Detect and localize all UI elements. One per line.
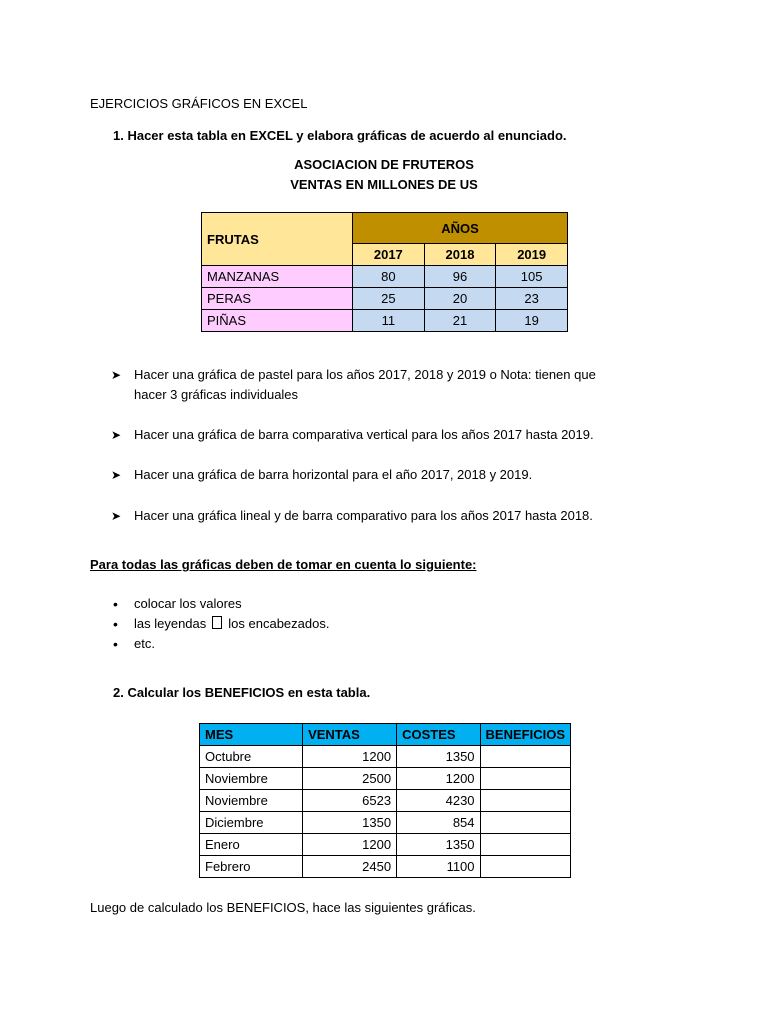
bullet-icon: •	[113, 616, 118, 632]
footer-instruction: Luego de calculado los BENEFICIOS, hace las siguientes gráficas.	[90, 900, 476, 915]
arrow-bullet-icon: ➤	[111, 428, 122, 442]
fruit-name: PERAS	[202, 288, 353, 310]
arrow-bullet-icon: ➤	[111, 509, 122, 523]
note-item-2	[134, 616, 329, 631]
note-item-1: colocar los valores	[134, 596, 242, 611]
note-item-2-text: las leyendas	[134, 616, 207, 631]
costes-cell: 4230	[397, 790, 480, 812]
note-item-2-text-b: los encabezados.	[228, 616, 330, 631]
header-mes: MES	[200, 724, 303, 746]
task-item-4: Hacer una gráfica lineal y de barra comparativo para los años 2017 hasta 2018.	[134, 508, 593, 523]
task-item-1: Hacer una gráfica de pastel para los años 2017, 2018 y 2019 o Nota: tienen que	[134, 367, 596, 382]
header-frutas: FRUTAS	[202, 213, 353, 266]
ventas-cell: 1200	[303, 746, 397, 768]
costes-cell: 854	[397, 812, 480, 834]
value-cell: 21	[424, 310, 496, 332]
beneficios-cell[interactable]	[480, 746, 570, 768]
beneficios-cell[interactable]	[480, 856, 570, 878]
value-cell: 96	[424, 266, 496, 288]
exercise-1-title: 1. Hacer esta tabla en EXCEL y elabora gráficas de acuerdo al enunciado.	[113, 128, 567, 143]
costes-cell: 1100	[397, 856, 480, 878]
benefits-table	[199, 723, 571, 878]
mes-cell: Noviembre	[200, 768, 303, 790]
costes-cell: 1350	[397, 746, 480, 768]
table-row	[202, 266, 568, 288]
ventas-cell: 2450	[303, 856, 397, 878]
mes-cell: Diciembre	[200, 812, 303, 834]
beneficios-cell[interactable]	[480, 790, 570, 812]
ventas-cell: 6523	[303, 790, 397, 812]
value-cell: 80	[353, 266, 425, 288]
ventas-cell: 2500	[303, 768, 397, 790]
fruit-name: MANZANAS	[202, 266, 353, 288]
value-cell: 11	[353, 310, 425, 332]
value-cell: 23	[496, 288, 568, 310]
table-row	[200, 768, 571, 790]
value-cell: 25	[353, 288, 425, 310]
costes-cell: 1350	[397, 834, 480, 856]
header-year-2019: 2019	[496, 244, 568, 266]
table-row	[200, 746, 571, 768]
header-anos: AÑOS	[353, 213, 568, 244]
header-year-2017: 2017	[353, 244, 425, 266]
task-item-2: Hacer una gráfica de barra comparativa vertical para los años 2017 hasta 2019.	[134, 427, 594, 442]
note-item-3: etc.	[134, 636, 155, 651]
table-row	[200, 790, 571, 812]
ventas-cell: 1350	[303, 812, 397, 834]
ventas-cell: 1200	[303, 834, 397, 856]
mes-cell: Octubre	[200, 746, 303, 768]
mes-cell: Febrero	[200, 856, 303, 878]
table-row	[200, 812, 571, 834]
header-beneficios: BENEFICIOS	[480, 724, 570, 746]
table-row	[200, 834, 571, 856]
header-year-2018: 2018	[424, 244, 496, 266]
arrow-bullet-icon: ➤	[111, 468, 122, 482]
document-heading: EJERCICIOS GRÁFICOS EN EXCEL	[90, 96, 308, 111]
missing-glyph-icon	[212, 616, 222, 629]
beneficios-cell[interactable]	[480, 768, 570, 790]
mes-cell: Noviembre	[200, 790, 303, 812]
table-row	[200, 856, 571, 878]
fruit-sales-table	[201, 212, 568, 332]
mes-cell: Enero	[200, 834, 303, 856]
value-cell: 19	[496, 310, 568, 332]
task-item-1-continued: hacer 3 gráficas individuales	[134, 387, 299, 402]
table-title-line-1: ASOCIACION DE FRUTEROS	[294, 157, 474, 172]
value-cell: 20	[424, 288, 496, 310]
bullet-icon: •	[113, 636, 118, 652]
table-row	[202, 310, 568, 332]
notes-title: Para todas las gráficas deben de tomar en cuenta lo siguiente:	[90, 557, 477, 572]
fruit-name: PIÑAS	[202, 310, 353, 332]
task-item-3: Hacer una gráfica de barra horizontal para el año 2017, 2018 y 2019.	[134, 467, 533, 482]
header-ventas: VENTAS	[303, 724, 397, 746]
header-costes: COSTES	[397, 724, 480, 746]
beneficios-cell[interactable]	[480, 812, 570, 834]
arrow-bullet-icon: ➤	[111, 368, 122, 382]
exercise-2-title: 2. Calcular los BENEFICIOS en esta tabla.	[113, 685, 371, 700]
value-cell: 105	[496, 266, 568, 288]
beneficios-cell[interactable]	[480, 834, 570, 856]
table-row	[202, 288, 568, 310]
bullet-icon: •	[113, 596, 118, 612]
costes-cell: 1200	[397, 768, 480, 790]
table-title-line-2: VENTAS EN MILLONES DE US	[290, 177, 478, 192]
